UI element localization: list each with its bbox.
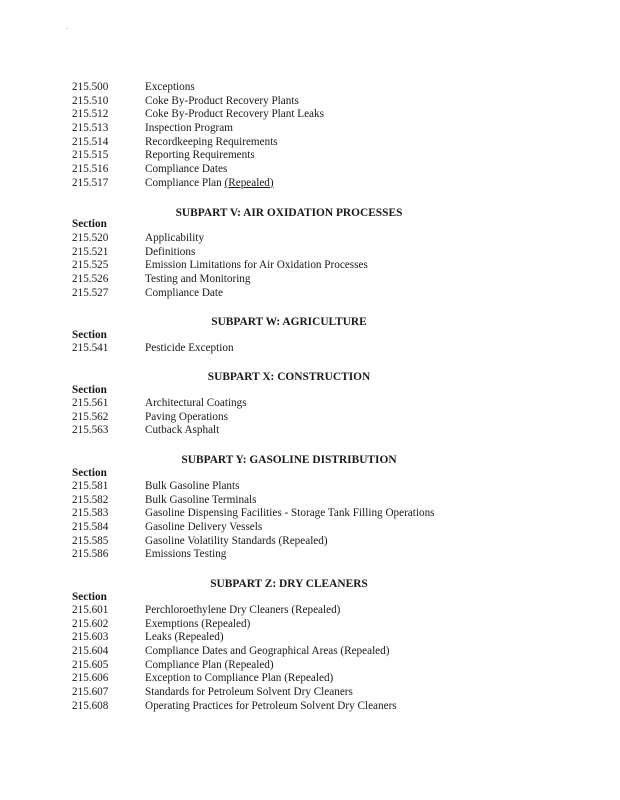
toc-row	[0, 342, 620, 356]
section-title: Compliance Dates and Geographical Areas (Repealed)	[145, 645, 390, 658]
toc-row	[0, 287, 620, 301]
section-title: Exception to Compliance Plan (Repealed)	[145, 672, 334, 685]
section-number: 215.500	[72, 81, 109, 93]
toc-row	[0, 95, 620, 109]
section-title: Pesticide Exception	[145, 342, 234, 354]
toc-row	[0, 618, 620, 632]
section-title-text: Compliance Plan	[145, 176, 222, 189]
toc-list-continued	[0, 81, 620, 191]
section-title: Applicability	[145, 232, 205, 244]
subpart-heading: SUBPART V: AIR OXIDATION PROCESSES	[175, 207, 403, 219]
section-column-label: Section	[72, 467, 107, 479]
section-number: 215.526	[72, 273, 109, 286]
section-number: 215.581	[72, 480, 109, 492]
section-column-label: Section	[72, 384, 107, 396]
section-number: 215.510	[72, 94, 109, 107]
section-title: Paving Operations	[145, 410, 228, 423]
section-title: Emission Limitations for Air Oxidation Processes	[145, 259, 368, 272]
toc-list-subpart-y	[0, 480, 620, 562]
toc-row	[0, 659, 620, 673]
toc-row	[0, 246, 620, 260]
toc-row	[0, 686, 620, 700]
toc-row	[0, 411, 620, 425]
section-title: Leaks (Repealed)	[145, 631, 224, 644]
section-number: 215.584	[72, 521, 109, 534]
section-title: Exceptions	[145, 81, 195, 93]
toc-list-subpart-v	[0, 232, 620, 300]
section-column-label: Section	[72, 329, 107, 341]
section-title: Standards for Petroleum Solvent Dry Cleaners	[145, 686, 353, 699]
section-number: 215.561	[72, 397, 109, 409]
toc-row	[0, 81, 620, 95]
subpart-heading: SUBPART W: AGRICULTURE	[211, 316, 367, 328]
section-title: Coke By-Product Recovery Plant Leaks	[145, 108, 324, 121]
section-number: 215.513	[72, 122, 109, 135]
toc-list-subpart-x	[0, 397, 620, 438]
section-number: 215.585	[72, 534, 109, 547]
subpart-heading: SUBPART X: CONSTRUCTION	[207, 371, 371, 383]
section-title: Bulk Gasoline Plants	[145, 480, 240, 492]
toc-row	[0, 397, 620, 411]
section-title: Operating Practices for Petroleum Solvent Dry Cleaners	[145, 699, 397, 712]
section-title: Definitions	[145, 245, 196, 258]
toc-row	[0, 548, 620, 562]
section-number: 215.601	[72, 604, 109, 616]
section-number: 215.521	[72, 245, 109, 258]
scan-speck	[66, 28, 68, 29]
section-title: Gasoline Volatility Standards (Repealed)	[145, 534, 328, 547]
section-number: 215.608	[72, 699, 109, 712]
toc-row	[0, 108, 620, 122]
section-title: Compliance Plan (Repealed)	[145, 658, 274, 671]
section-title: Bulk Gasoline Terminals	[145, 493, 257, 506]
section-title: Gasoline Delivery Vessels	[145, 521, 263, 534]
section-number: 215.582	[72, 493, 109, 506]
toc-row	[0, 521, 620, 535]
section-number: 215.604	[72, 645, 109, 658]
section-number: 215.605	[72, 658, 109, 671]
toc-row	[0, 177, 620, 191]
section-number: 215.606	[72, 672, 109, 685]
section-number: 215.517	[72, 176, 109, 189]
section-title: Coke By-Product Recovery Plants	[145, 94, 299, 107]
section-number: 215.514	[72, 135, 109, 148]
section-number: 215.520	[72, 232, 109, 244]
toc-row	[0, 149, 620, 163]
toc-row	[0, 507, 620, 521]
section-number: 215.515	[72, 149, 109, 162]
subpart-heading: SUBPART Z: DRY CLEANERS	[210, 578, 368, 590]
toc-row	[0, 631, 620, 645]
section-title: Recordkeeping Requirements	[145, 135, 278, 148]
section-title: Exemptions (Repealed)	[145, 617, 251, 630]
toc-list-subpart-z	[0, 604, 620, 714]
toc-row	[0, 645, 620, 659]
section-column-label: Section	[72, 591, 107, 603]
toc-row	[0, 232, 620, 246]
section-number: 215.602	[72, 617, 109, 630]
section-number: 215.525	[72, 259, 109, 272]
subpart-heading: SUBPART Y: GASOLINE DISTRIBUTION	[181, 454, 397, 466]
section-number: 215.562	[72, 410, 109, 423]
section-number: 215.512	[72, 108, 109, 121]
toc-row	[0, 672, 620, 686]
section-number: 215.516	[72, 163, 109, 176]
section-title: Testing and Monitoring	[145, 273, 251, 286]
section-title: Cutback Asphalt	[145, 424, 220, 437]
toc-row	[0, 259, 620, 273]
section-column-label: Section	[72, 218, 107, 230]
toc-row	[0, 136, 620, 150]
toc-row	[0, 424, 620, 438]
toc-row	[0, 273, 620, 287]
section-number: 215.586	[72, 548, 109, 561]
section-title: Architectural Coatings	[145, 397, 247, 409]
toc-row	[0, 480, 620, 494]
section-number: 215.607	[72, 686, 109, 699]
section-title: Gasoline Dispensing Facilities - Storage Tank Filling Operations	[145, 507, 435, 520]
section-title: Perchloroethylene Dry Cleaners (Repealed)	[145, 604, 341, 616]
section-title: Compliance Dates	[145, 163, 228, 176]
toc-row	[0, 122, 620, 136]
toc-row	[0, 604, 620, 618]
section-title: Inspection Program	[145, 122, 233, 135]
toc-row	[0, 494, 620, 508]
section-title: Emissions Testing	[145, 548, 227, 561]
repealed-note: (Repealed)	[224, 176, 274, 189]
toc-row	[0, 535, 620, 549]
section-number: 215.527	[72, 286, 109, 299]
toc-row	[0, 163, 620, 177]
section-title	[145, 177, 274, 191]
section-number: 215.563	[72, 424, 109, 437]
section-number: 215.541	[72, 342, 109, 354]
toc-list-subpart-w	[0, 342, 620, 356]
toc-row	[0, 700, 620, 714]
section-title: Compliance Date	[145, 286, 223, 299]
section-title: Reporting Requirements	[145, 149, 255, 162]
section-number: 215.603	[72, 631, 109, 644]
section-number: 215.583	[72, 507, 109, 520]
